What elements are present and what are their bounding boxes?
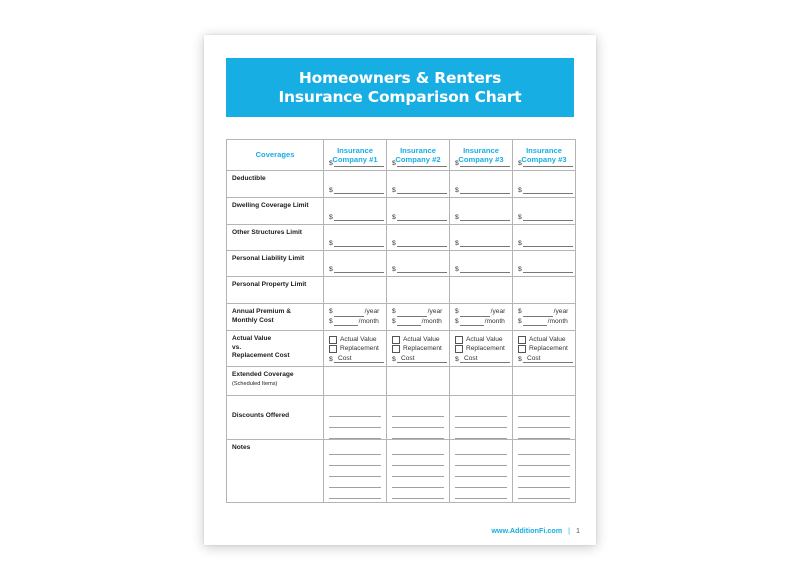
checkbox-icon[interactable] bbox=[518, 345, 526, 353]
write-in-lines[interactable] bbox=[387, 396, 449, 439]
page-footer bbox=[491, 526, 580, 535]
title-banner bbox=[226, 58, 574, 117]
row-label-extended: Extended Coverage (Scheduled Items) bbox=[232, 371, 294, 387]
dollar-entry-field[interactable]: $ bbox=[455, 356, 510, 363]
replacement-cost-checkbox[interactable]: Replacement bbox=[329, 344, 386, 353]
write-in-lines[interactable] bbox=[513, 440, 575, 499]
premium-entry-field[interactable]: $ /year $ /month bbox=[518, 308, 569, 325]
table-row bbox=[227, 440, 576, 503]
checkbox-icon[interactable] bbox=[518, 336, 526, 344]
dollar-entry-field[interactable]: $ bbox=[518, 160, 573, 167]
checkbox-icon[interactable] bbox=[329, 336, 337, 344]
checkbox-icon[interactable] bbox=[329, 345, 337, 353]
row-label-premium: Annual Premium & Monthly Cost bbox=[232, 308, 291, 324]
checkbox-icon[interactable] bbox=[455, 345, 463, 353]
page-number: 1 bbox=[576, 526, 580, 535]
write-in-lines[interactable] bbox=[324, 440, 386, 499]
row-label-deductible: Deductible bbox=[232, 175, 266, 182]
dollar-entry-field[interactable]: $ bbox=[518, 240, 573, 247]
dollar-entry-field[interactable]: $ bbox=[455, 266, 510, 273]
table-row bbox=[227, 304, 576, 331]
dollar-entry-field[interactable]: $ bbox=[392, 160, 447, 167]
write-in-lines[interactable] bbox=[387, 440, 449, 499]
dollar-entry-field[interactable]: $ bbox=[329, 187, 384, 194]
header-company-1: Insurance Company #1 bbox=[324, 140, 387, 171]
write-in-lines[interactable] bbox=[450, 440, 512, 499]
write-in-lines[interactable] bbox=[513, 396, 575, 439]
checkbox-icon[interactable] bbox=[392, 336, 400, 344]
write-in-lines[interactable] bbox=[450, 396, 512, 439]
header-company-3: Insurance Company #3 bbox=[450, 140, 513, 171]
write-in-lines[interactable] bbox=[324, 396, 386, 439]
dollar-entry-field[interactable]: $ bbox=[455, 214, 510, 221]
header-coverages: Coverages bbox=[227, 140, 324, 171]
checkbox-icon[interactable] bbox=[392, 345, 400, 353]
dollar-entry-field[interactable]: $ bbox=[392, 266, 447, 273]
table-row bbox=[227, 396, 576, 440]
dollar-entry-field[interactable]: $ bbox=[518, 214, 573, 221]
actual-value-checkbox[interactable]: Actual Value bbox=[518, 335, 575, 344]
premium-entry-field[interactable]: $ /year $ /month bbox=[329, 308, 380, 325]
checkbox-icon[interactable] bbox=[455, 336, 463, 344]
dollar-entry-field[interactable]: $ bbox=[329, 240, 384, 247]
dollar-entry-field[interactable]: $ bbox=[392, 240, 447, 247]
dollar-entry-field[interactable]: $ bbox=[455, 187, 510, 194]
footer-separator: | bbox=[568, 526, 570, 535]
document-page bbox=[204, 35, 596, 545]
dollar-entry-field[interactable]: $ bbox=[518, 266, 573, 273]
comparison-table bbox=[226, 139, 576, 503]
actual-value-checkbox[interactable]: Actual Value bbox=[455, 335, 512, 344]
table-row bbox=[227, 277, 576, 304]
row-label-personal-liability: Personal Liability Limit bbox=[232, 255, 305, 262]
dollar-entry-field[interactable]: $ bbox=[455, 160, 510, 167]
dollar-entry-field[interactable]: $ bbox=[329, 266, 384, 273]
premium-entry-field[interactable]: $ /year $ /month bbox=[392, 308, 443, 325]
header-company-2: Insurance Company #2 bbox=[387, 140, 450, 171]
dollar-entry-field[interactable]: $ bbox=[518, 356, 573, 363]
dollar-entry-field[interactable]: $ bbox=[329, 160, 384, 167]
dollar-entry-field[interactable]: $ bbox=[392, 187, 447, 194]
website-link[interactable]: www.AdditionFi.com bbox=[491, 526, 563, 535]
row-label-discounts: Discounts Offered bbox=[232, 412, 290, 419]
table-row bbox=[227, 367, 576, 396]
table-row: Actual Value vs. Replacement Cost Actual Value Replacement Cost Actual Value Replacement Cost Actual Value Replacement Cost Actual Value Replacement Cost bbox=[227, 331, 576, 367]
row-label-actual-value: Actual Value vs. Replacement Cost bbox=[232, 335, 290, 360]
premium-entry-field[interactable]: $ /year $ /month bbox=[455, 308, 506, 325]
dollar-entry-field[interactable]: $ bbox=[392, 214, 447, 221]
dollar-entry-field[interactable]: $ bbox=[329, 356, 384, 363]
replacement-cost-checkbox[interactable]: Replacement bbox=[392, 344, 449, 353]
header-company-4: Insurance Company #3 bbox=[513, 140, 576, 171]
row-label-personal-property: Personal Property Limit bbox=[232, 281, 307, 288]
title-line-2: Insurance Comparison Chart bbox=[278, 87, 522, 106]
row-label-other-structures: Other Structures Limit bbox=[232, 229, 302, 236]
replacement-cost-checkbox[interactable]: Replacement bbox=[455, 344, 512, 353]
row-label-notes: Notes bbox=[232, 444, 251, 451]
dollar-entry-field[interactable]: $ bbox=[329, 214, 384, 221]
replacement-cost-checkbox[interactable]: Replacement bbox=[518, 344, 575, 353]
dollar-entry-field[interactable]: $ bbox=[392, 356, 447, 363]
actual-value-checkbox[interactable]: Actual Value bbox=[392, 335, 449, 344]
actual-value-checkbox[interactable]: Actual Value bbox=[329, 335, 386, 344]
dollar-entry-field[interactable]: $ bbox=[455, 240, 510, 247]
title-line-1: Homeowners & Renters bbox=[298, 68, 502, 87]
dollar-entry-field[interactable]: $ bbox=[518, 187, 573, 194]
row-label-dwelling: Dwelling Coverage Limit bbox=[232, 202, 309, 209]
